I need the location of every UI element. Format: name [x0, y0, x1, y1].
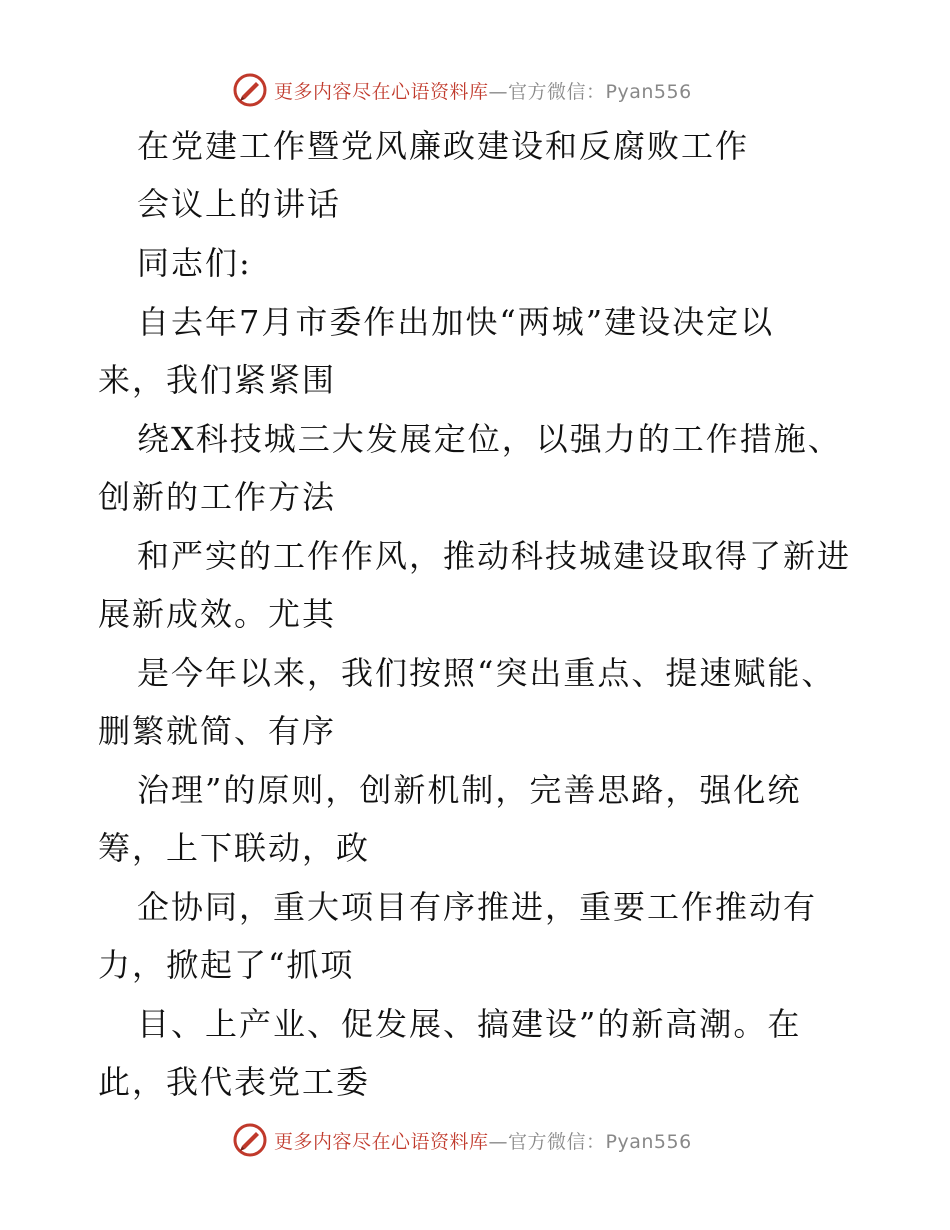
- paragraph-line: 此，我代表党工委: [98, 1063, 371, 1101]
- doc-title-line-2: 会议上的讲话: [137, 185, 342, 223]
- salutation: 同志们:: [137, 244, 252, 282]
- paragraph-line: 治理”的原则，创新机制，完善思路，强化统: [137, 771, 802, 809]
- paragraph-line: 是今年以来，我们按照“突出重点、提速赋能、: [137, 654, 836, 692]
- pen-logo-icon: [232, 1122, 268, 1158]
- watermark-text: 更多内容尽在心语资料库—官方微信：Pyan556: [274, 80, 692, 103]
- paragraph-line: 筹，上下联动，政: [98, 829, 371, 867]
- paragraph-line: 绕X科技城三大发展定位，以强力的工作措施、: [137, 420, 842, 458]
- paragraph-line: 力，掀起了“抓项: [98, 946, 355, 984]
- paragraph-line: 自去年7月市委作出加快“两城”建设决定以: [137, 303, 775, 341]
- paragraph-line: 来，我们紧紧围: [98, 361, 337, 399]
- doc-title-line-1: 在党建工作暨党风廉政建设和反腐败工作: [137, 127, 750, 165]
- paragraph-line: 企协同，重大项目有序推进，重要工作推动有: [137, 888, 818, 926]
- paragraph-line: 展新成效。尤其: [98, 595, 337, 633]
- paragraph-line: 创新的工作方法: [98, 478, 337, 516]
- watermark-text: 更多内容尽在心语资料库—官方微信：Pyan556: [274, 1130, 692, 1153]
- footer-watermark: [232, 1120, 712, 1160]
- paragraph-line: 和严实的工作作风，推动科技城建设取得了新进: [137, 537, 852, 575]
- paragraph-line: 删繁就简、有序: [98, 712, 337, 750]
- paragraph-line: 目、上产业、促发展、搞建设”的新高潮。在: [137, 1005, 802, 1043]
